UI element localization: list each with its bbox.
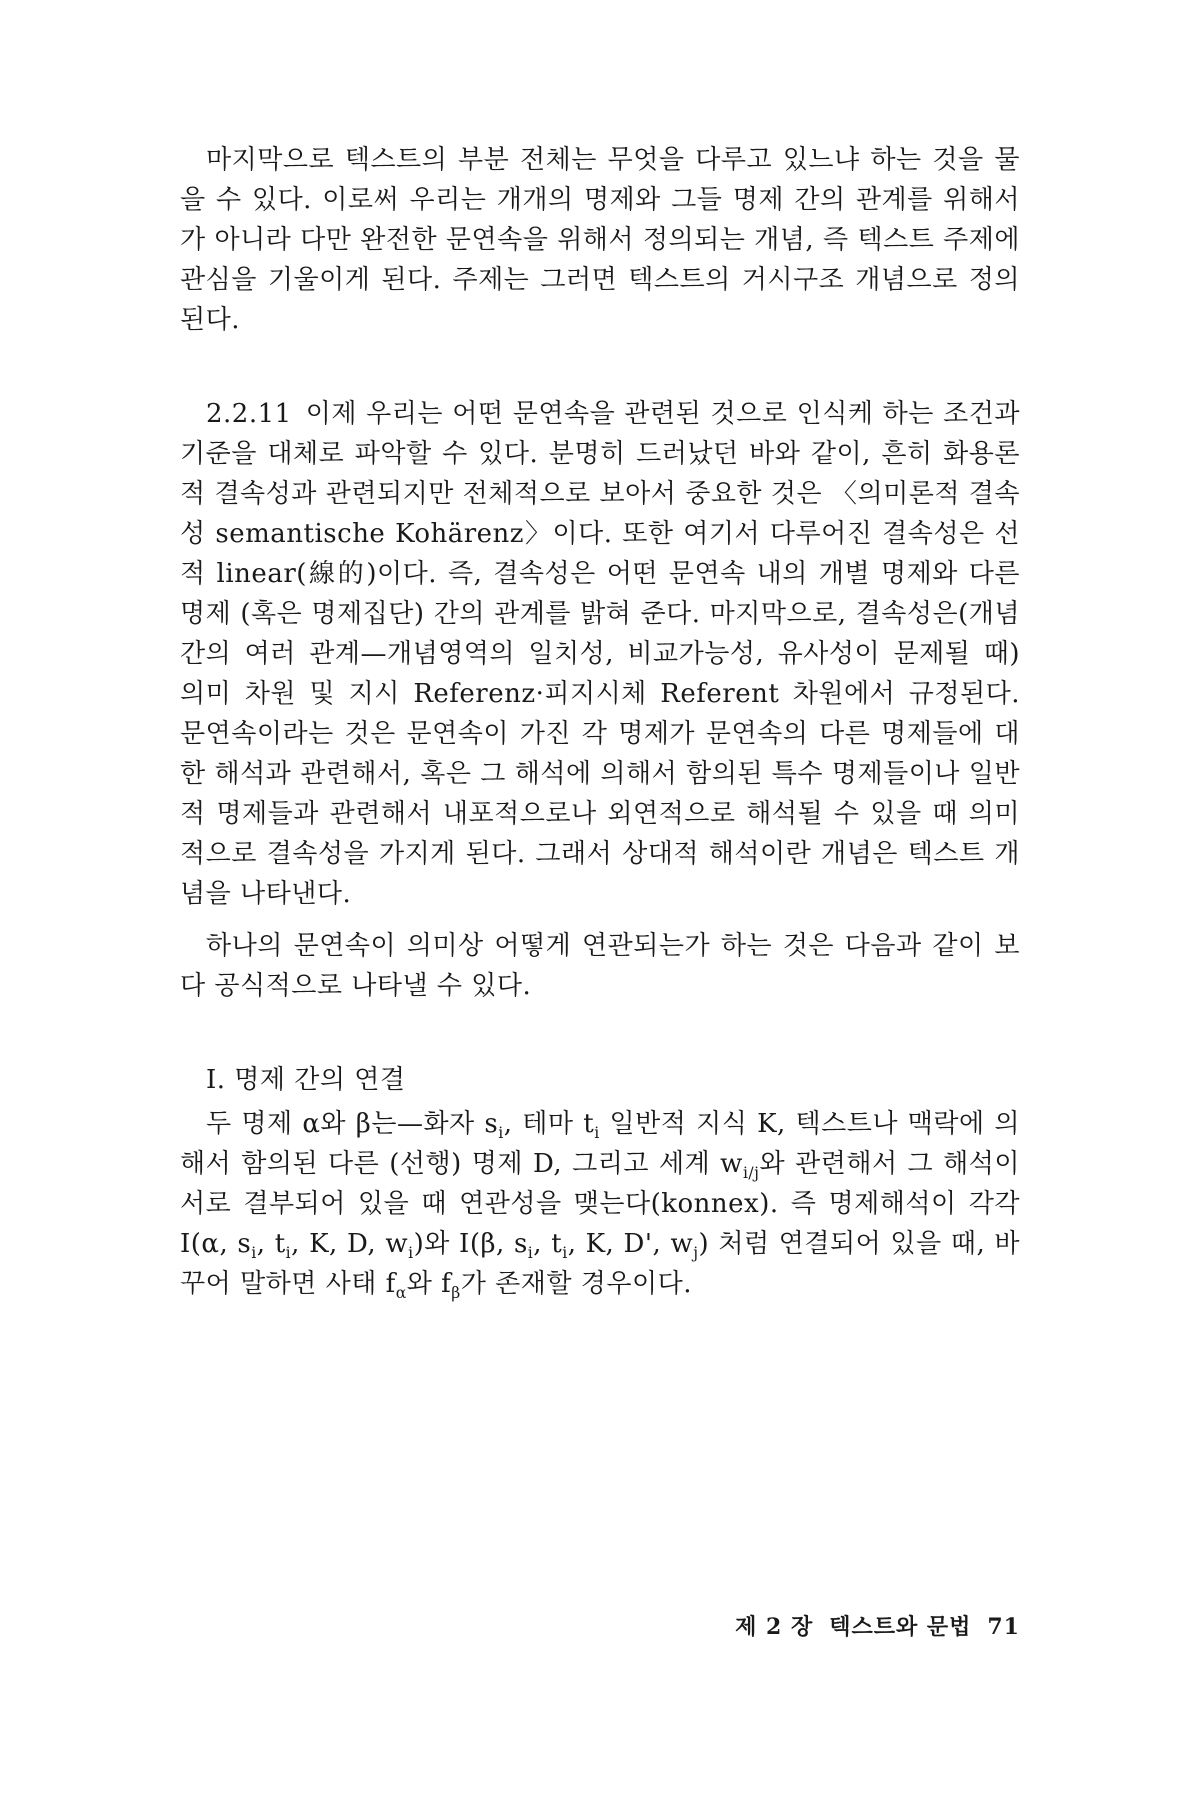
subscript: i xyxy=(562,1244,568,1263)
text-run: 일반적 지식 K, 텍스트나 맥락에 의해서 함의된 다른 (선행) 명제 D, 그리고 세계 w xyxy=(180,1109,1020,1179)
subheading-proposition-link: Ⅰ. 명제 간의 연결 xyxy=(206,1065,406,1095)
subscript: i xyxy=(594,1124,600,1143)
text-run: , t xyxy=(256,1229,286,1259)
text-run: 두 명제 α와 β는—화자 s xyxy=(206,1109,499,1139)
subscript: α xyxy=(395,1284,407,1303)
section-number: 2.2.11 xyxy=(206,399,292,429)
subscript: i xyxy=(498,1124,504,1143)
text-run: 가 존재할 경우이다. xyxy=(460,1269,693,1299)
subscript: i xyxy=(408,1244,414,1263)
subscript: i xyxy=(527,1244,534,1263)
chapter-label: 제 2 장 xyxy=(735,1614,814,1640)
text-run: 와 관련해서 그 해석이 서로 결부되어 있을 때 연관성을 맺는다(konnex). 즉 명제해석이 각각 I(α, s xyxy=(180,1149,1021,1259)
paragraph-proposition-definition xyxy=(180,1104,1020,1304)
page-number: 71 xyxy=(987,1614,1020,1640)
text-run: , 테마 t xyxy=(503,1109,595,1139)
subscript: i/j xyxy=(742,1164,760,1183)
paragraph-gap xyxy=(180,340,1020,394)
text-run: ) 처럼 연결되어 있을 때, 바꾸어 말하면 사태 f xyxy=(180,1229,1021,1299)
paragraph-gap xyxy=(180,1006,1020,1060)
text-run: )와 I(β, s xyxy=(413,1229,528,1259)
chapter-title: 텍스트와 문법 xyxy=(829,1614,972,1640)
subscript: j xyxy=(693,1244,699,1263)
subscript: β xyxy=(451,1284,461,1303)
text-run: , K, D, w xyxy=(291,1229,409,1259)
subscript: i xyxy=(251,1244,257,1263)
page-footer xyxy=(600,1610,1020,1641)
subscript: i xyxy=(285,1244,292,1263)
paragraph-intro: 마지막으로 텍스트의 부분 전체는 무엇을 다루고 있느냐 하는 것을 물을 수 있다. 이로써 우리는 개개의 명제와 그들 명제 간의 관계를 위해서가 아니라 다만 완전한 문연속을 위해서 정의되는 개념, 즉 텍스트 주제에 관심을 기울이게 된다. 주제는 그러면 텍스트의 거시구조 개념으로 정의된다. xyxy=(180,145,1020,335)
body-text xyxy=(180,140,1020,1304)
text-run: , K, D', w xyxy=(567,1229,694,1259)
text-run: , t xyxy=(533,1229,563,1259)
text-run: 와 f xyxy=(406,1269,452,1299)
paragraph-section-2-2-11 xyxy=(180,394,1020,914)
paragraph-formal: 하나의 문연속이 의미상 어떻게 연관되는가 하는 것은 다음과 같이 보다 공식적으로 나타낼 수 있다. xyxy=(180,931,1020,1001)
section-text: 이제 우리는 어떤 문연속을 관련된 것으로 인식케 하는 조건과 기준을 대체로 파악할 수 있다. 분명히 드러났던 바와 같이, 흔히 화용론적 결속성과 관련되지만 전체적으로 보아서 중요한 것은 〈의미론적 결속성 semantische Kohärenz〉이다. 또한 여기서 다루어진 결속성은 선적 linear(線的)이다. 즉, 결속성은 어떤 문연속 내의 개별 명제와 다른 명제 (혹은 명제집단) 간의 관계를 밝혀 준다. 마지막으로, 결속성은(개념 간의 여러 관계—개념영역의 일치성, 비교가능성, 유사성이 문제될 때) 의미 차원 및 지시 Referenz·피지시체 Referent 차원에서 규정된다. 문연속이라는 것은 문연속이 가진 각 명제가 문연속의 다른 명제들에 대한 해석과 관련해서, 혹은 그 해석에 의해서 함의된 특수 명제들이나 일반적 명제들과 관련해서 내포적으로나 외연적으로 해석될 수 있을 때 의미적으로 결속성을 가지게 된다. 그래서 상대적 해석이란 개념은 텍스트 개념을 나타낸다. xyxy=(180,399,1020,909)
